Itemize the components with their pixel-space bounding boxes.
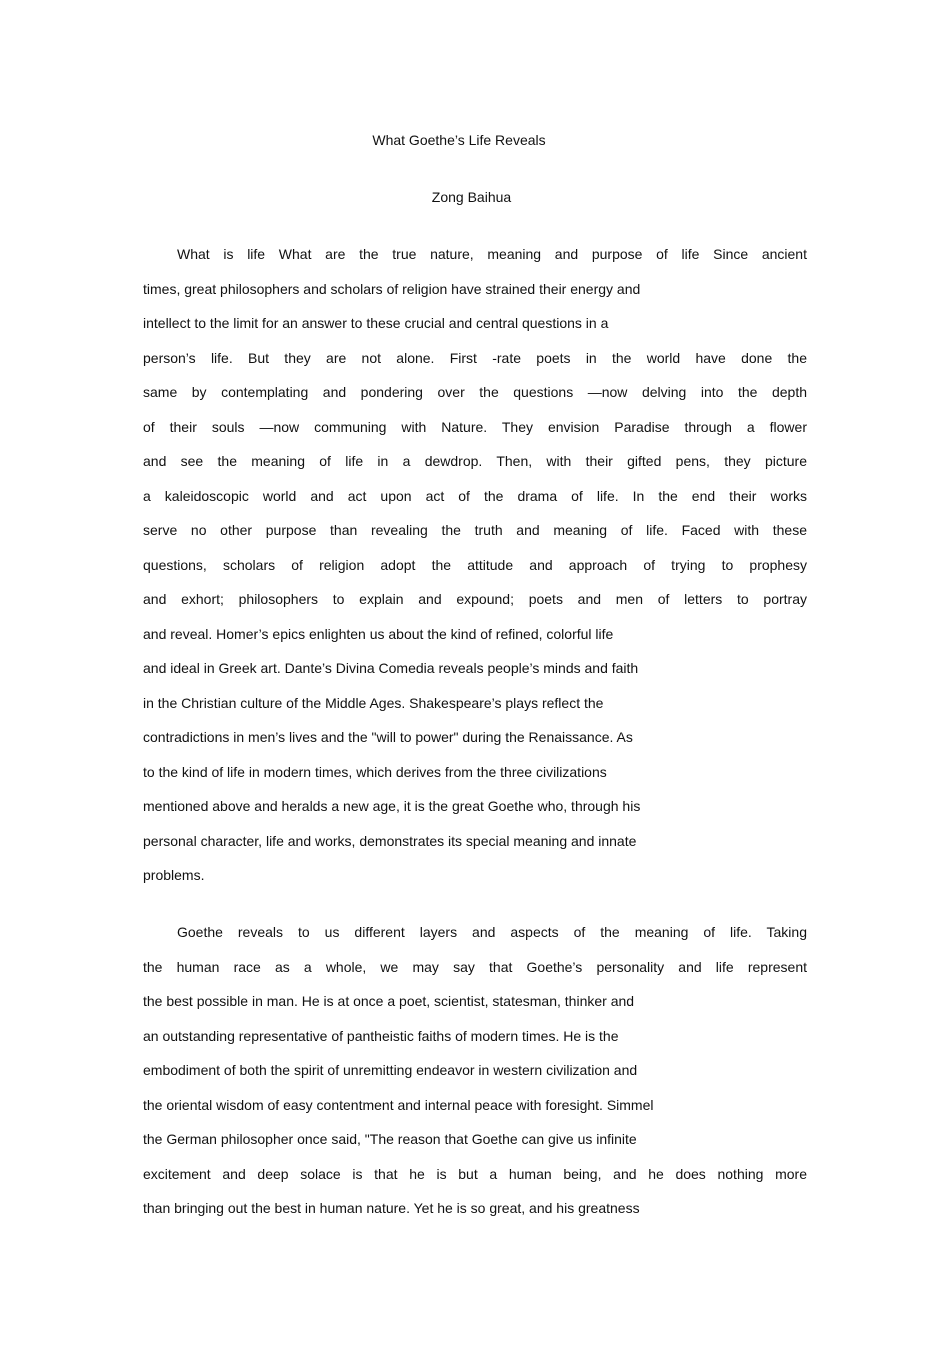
paragraph-line: and exhort; philosophers to explain and expound; poets and men of letters to portray: [143, 591, 807, 607]
paragraph-2: [143, 922, 807, 1233]
paragraph-line: an outstanding representative of pantheistic faiths of modern times. He is the: [143, 1027, 619, 1044]
paragraph-line: the oriental wisdom of easy contentment and internal peace with foresight. Simmel: [143, 1096, 654, 1113]
paragraph-line: and ideal in Greek art. Dante’s Divina Comedia reveals people’s minds and faith: [143, 660, 639, 676]
paragraph-line: and reveal. Homer’s epics enlighten us about the kind of refined, colorful life: [143, 625, 614, 642]
paragraph-line: contradictions in men’s lives and the "will to power" during the Renaissance. As: [143, 729, 633, 745]
document-title: What Goethe’s Life Reveals: [372, 132, 546, 148]
paragraph-line: and see the meaning of life in a dewdrop. Then, with their gifted pens, they picture: [143, 453, 807, 469]
paragraph-line: intellect to the limit for an answer to these crucial and central questions in a: [143, 315, 609, 331]
paragraph-line: to the kind of life in modern times, which derives from the three civilizations: [143, 763, 607, 780]
paragraph-line: the human race as a whole, we may say that Goethe’s personality and life represent: [143, 958, 807, 975]
paragraph-line: mentioned above and heralds a new age, it is the great Goethe who, through his: [143, 798, 641, 814]
paragraph-line: serve no other purpose than revealing the truth and meaning of life. Faced with these: [143, 522, 807, 538]
document-author: Zong Baihua: [431, 189, 512, 205]
paragraph-line: the German philosopher once said, "The reason that Goethe can give us infinite: [143, 1131, 637, 1147]
paragraph-1: [143, 244, 807, 900]
paragraph-line: excitement and deep solace is that he is but a human being, and he does nothing more: [143, 1165, 807, 1182]
paragraph-line: Goethe reveals to us different layers and aspects of the meaning of life. Taking: [177, 924, 807, 940]
paragraph-line: than bringing out the best in human nature. Yet he is so great, and his greatness: [143, 1200, 640, 1216]
paragraph-line: times, great philosophers and scholars of religion have strained their energy and: [143, 280, 641, 297]
paragraph-line: a kaleidoscopic world and act upon act of the drama of life. In the end their works: [143, 487, 807, 504]
paragraph-line: questions, scholars of religion adopt the attitude and approach of trying to prophesy: [143, 556, 807, 573]
paragraph-line: in the Christian culture of the Middle Ages. Shakespeare’s plays reflect the: [143, 694, 604, 711]
paragraph-line: same by contemplating and pondering over the questions —now delving into the depth: [143, 384, 807, 400]
paragraph-line: personal character, life and works, demonstrates its special meaning and innate: [143, 832, 637, 849]
paragraph-line: the best possible in man. He is at once a poet, scientist, statesman, thinker and: [143, 993, 635, 1009]
paragraph-line: of their souls —now communing with Nature. They envision Paradise through a flower: [143, 418, 807, 435]
paragraph-line: embodiment of both the spirit of unremitting endeavor in western civilization and: [143, 1062, 638, 1078]
paragraph-line: person’s life. But they are not alone. First -rate poets in the world have done the: [143, 349, 807, 366]
paragraph-line: problems.: [143, 867, 205, 883]
paragraph-line: What is life What are the true nature, meaning and purpose of life Since ancient: [177, 246, 807, 262]
